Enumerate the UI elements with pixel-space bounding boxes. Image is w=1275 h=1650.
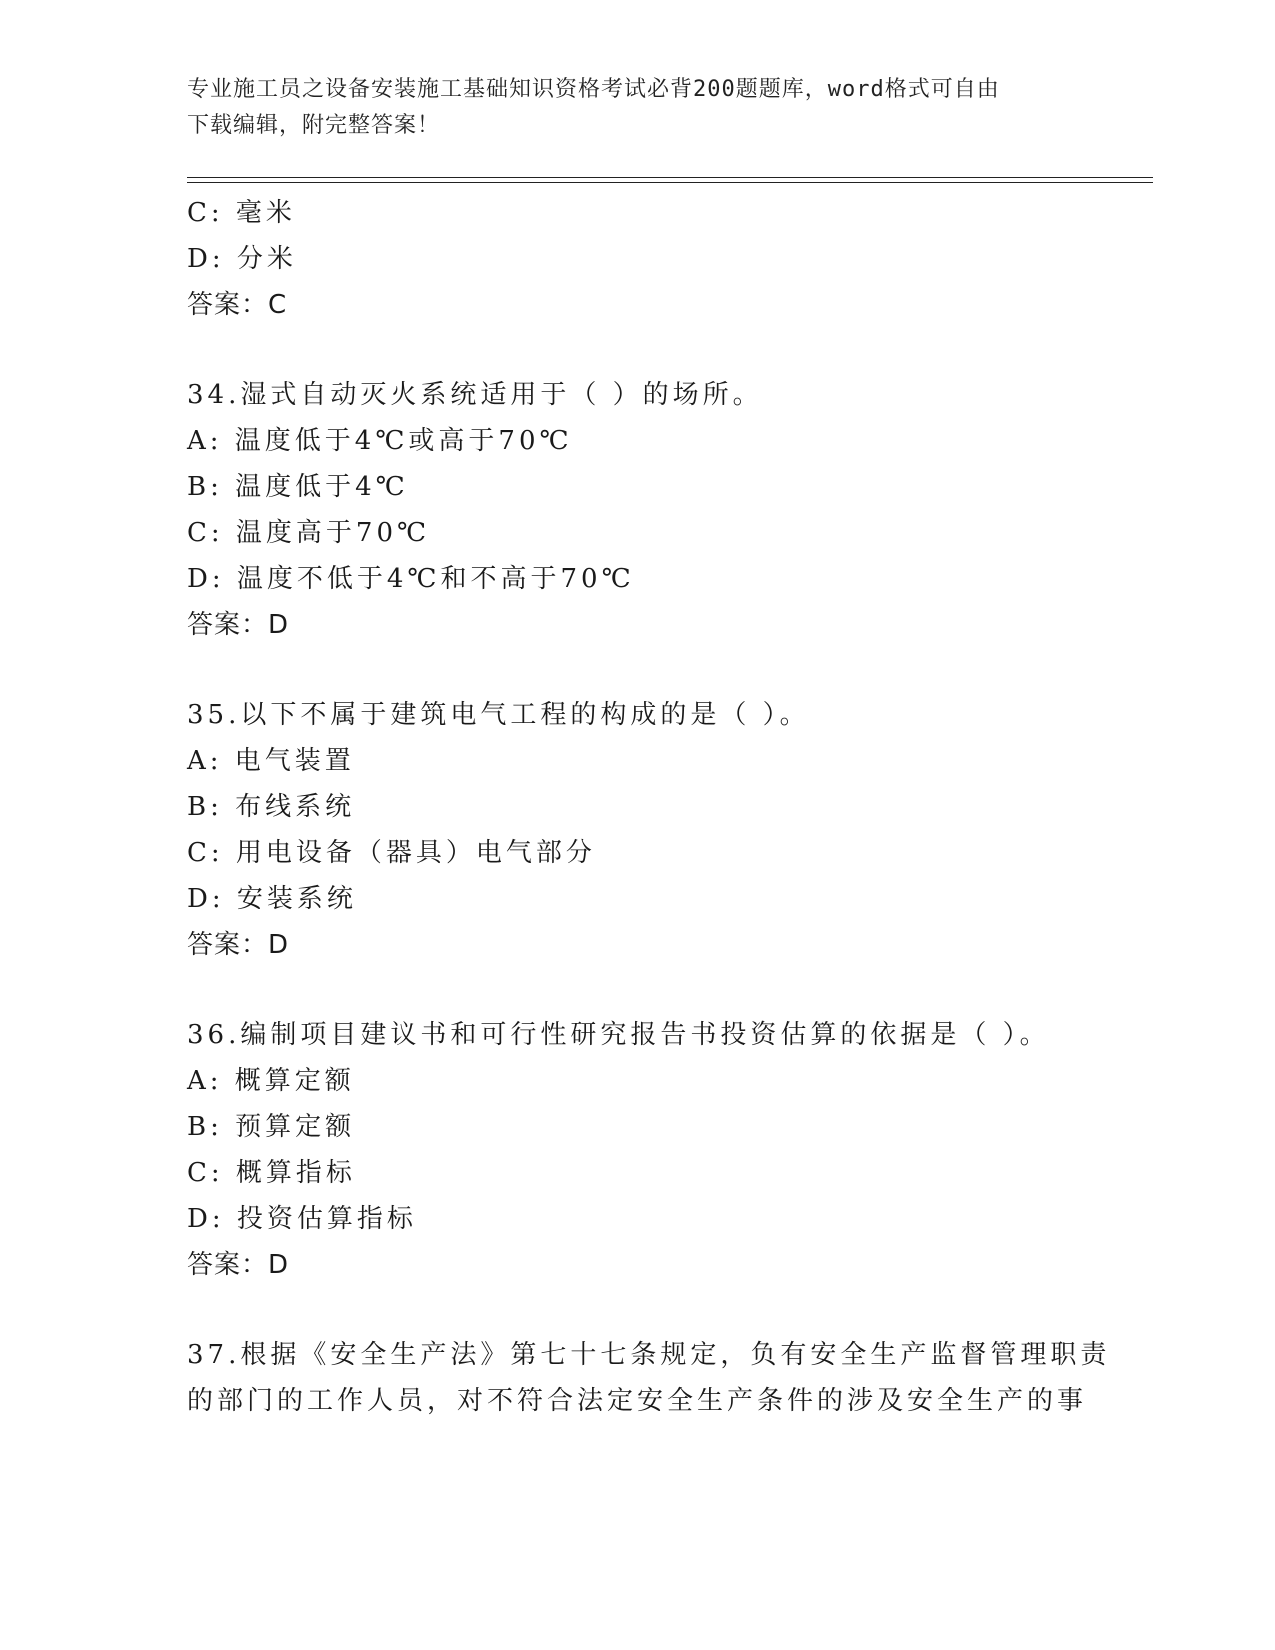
question-36 [187, 1012, 1167, 1288]
page-header [187, 72, 1087, 144]
question-35 [187, 692, 1167, 968]
answer-line: 答案：C [187, 290, 288, 320]
header-line-1: 专业施工员之设备安装施工基础知识资格考试必背200题题库，word格式可自由 [187, 77, 1000, 102]
option-c: C: 毫米 [187, 198, 296, 228]
question-stem: 36.编制项目建议书和可行性研究报告书投资估算的依据是（ ）。 [187, 1020, 1050, 1050]
question-37 [187, 1332, 1167, 1424]
header-line-2: 下载编辑，附完整答案！ [187, 113, 441, 138]
answer-line: 答案：D [187, 930, 290, 960]
question-stem-line-1: 37.根据《安全生产法》第七十七条规定，负有安全生产监督管理职责 [187, 1340, 1111, 1370]
answer-line: 答案：D [187, 1250, 290, 1280]
question-34 [187, 372, 1167, 648]
option-c: C: 概算指标 [187, 1158, 356, 1188]
question-stem-line-2: 的部门的工作人员，对不符合法定安全生产条件的涉及安全生产的事 [187, 1386, 1088, 1416]
option-a: A: 温度低于4℃或高于70℃ [187, 426, 573, 456]
question-stem: 34.湿式自动灭火系统适用于（ ）的场所。 [187, 380, 763, 410]
option-b: B: 布线系统 [187, 792, 356, 822]
option-a: A: 电气装置 [187, 746, 355, 776]
header-rule-bottom [187, 182, 1153, 183]
option-c: C: 温度高于70℃ [187, 518, 431, 548]
option-d: D: 分米 [187, 244, 297, 274]
option-b: B: 预算定额 [187, 1112, 356, 1142]
header-rule-top [187, 177, 1153, 178]
option-d: D: 安装系统 [187, 884, 357, 914]
option-d: D: 投资估算指标 [187, 1204, 417, 1234]
question-33-tail [187, 190, 1167, 328]
question-stem: 35.以下不属于建筑电气工程的构成的是（ ）。 [187, 700, 810, 730]
option-a: A: 概算定额 [187, 1066, 355, 1096]
option-d: D: 温度不低于4℃和不高于70℃ [187, 564, 635, 594]
question-content [187, 190, 1167, 1424]
answer-line: 答案：D [187, 610, 290, 640]
option-b: B: 温度低于4℃ [187, 472, 409, 502]
option-c: C: 用电设备（器具）电气部分 [187, 838, 596, 868]
